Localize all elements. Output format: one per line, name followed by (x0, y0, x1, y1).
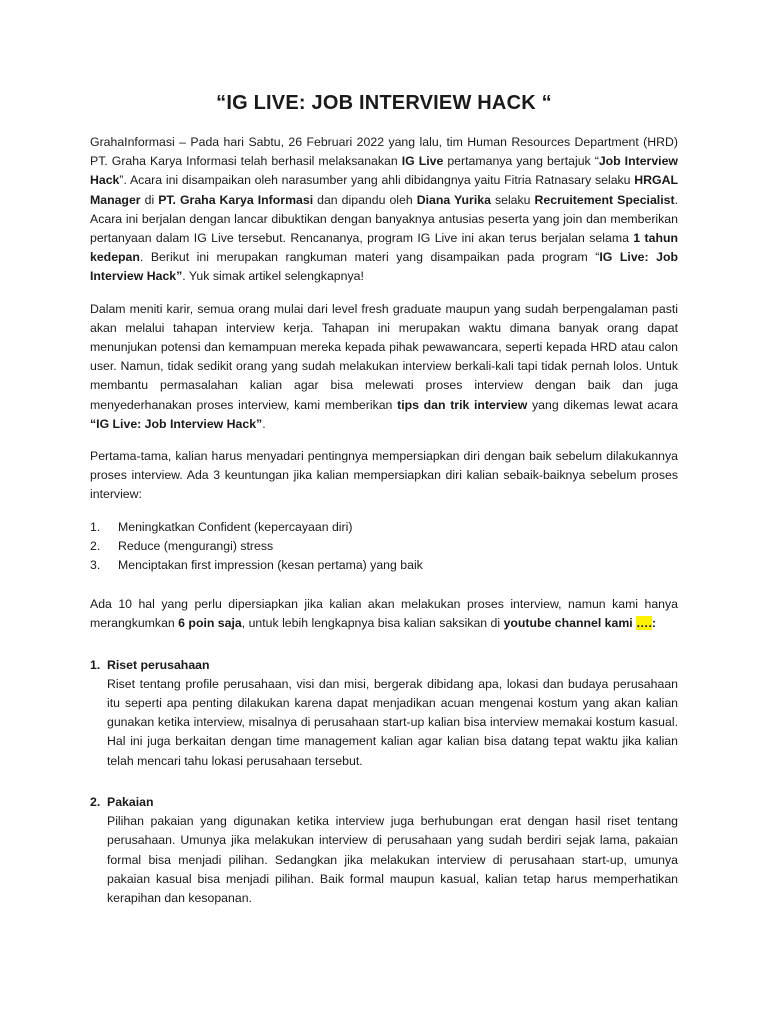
list-item-number: 3. (90, 558, 101, 573)
section-body (107, 675, 678, 771)
page-title: “IG LIVE: JOB INTERVIEW HACK “ (216, 92, 552, 114)
summary-bold-youtube: youtube channel kami (503, 616, 633, 631)
summary-text-4: : (651, 616, 656, 631)
section-title: Riset perusahaan (107, 657, 210, 672)
section-number: 2. (90, 794, 101, 809)
section-text: Pilihan pakaian yang digunakan ketika interview juga berhubungan erat dengan hasil riset tentang perusahaan. Umunya jika melakukan interview di perusahaan yang sudah berdiri sejak lama, pakaian formal bisa menjadi pilihan. Sedangkan jika melakukan interview di perusahaan start-up, umunya pakaian kasual bisa menjadi pilihan. Baik formal maupun kasual, kalian tetap harus memperhatikan kerapihan dan kesopanan. (107, 814, 678, 905)
intro-text-6: selaku (490, 192, 535, 207)
section-heading (90, 793, 678, 812)
intro-text-7: . Acara ini berjalan dengan lancar dibuktikan dengan banyaknya antusias peserta yang join dan memberikan pertanyaan dalam IG Live tersebut. Rencananya, program IG Live ini akan terus berjalan selama (90, 192, 678, 246)
summary-text-2: , untuk lebih lengkapnya bisa kalian saksikan di (241, 616, 504, 631)
intro-bold-company: PT. Graha Karya Informasi (158, 192, 314, 207)
intro-bold-ig-live: IG Live (401, 154, 444, 169)
intro-text-3: ”. Acara ini disampaikan oleh narasumber yang ahli dibidangnya yaitu Fitria Ratnasary selaku (119, 173, 635, 188)
list-item-text: Meningkatkan Confident (kepercayaan diri) (118, 519, 353, 534)
intro-text-4: di (140, 192, 159, 207)
context-bold-program: “IG Live: Job Interview Hack” (90, 416, 263, 431)
summary-bold-points: 6 poin saja (178, 616, 242, 631)
intro-text-8: . Berikut ini merupakan rangkuman materi yang disampaikan pada program “ (139, 250, 600, 265)
section-riset-perusahaan (90, 656, 678, 771)
intro-bold-hrgal-manager: HRGAL Manager (90, 173, 678, 207)
intro-text-5: dan dipandu oleh (313, 192, 417, 207)
list-item (90, 518, 678, 537)
intro-bold-duration: 1 tahun kedepan (90, 231, 678, 265)
context-text-1: Dalam meniti karir, semua orang mulai dari level fresh graduate maupun yang sudah berpengalaman pasti akan melalui tahapan interview kerja. Tahapan ini merupakan waktu dimana banyak orang dapat menunjukan potensi dan kemampuan mereka kepada pihak pewawancara, seperti kepada HRD atau calon user. Namun, tidak sedikit orang yang sudah melakukan interview berkali-kali tapi tidak pernah lolos. Untuk membantu permasalahan kalian agar bisa melewati proses interview dengan baik dan juga menyederhanakan proses interview, kami memberikan (90, 301, 678, 412)
intro-bold-job-interview-hack: Job Interview Hack (90, 154, 678, 188)
intro-bold-host: Diana Yurika (416, 192, 491, 207)
intro-text-2: pertamanya yang bertajuk “ (443, 154, 599, 169)
intro-text-9: . Yuk simak artikel selengkapnya! (182, 269, 364, 284)
list-item (90, 537, 678, 556)
benefits-list (90, 518, 678, 576)
list-item-number: 1. (90, 519, 101, 534)
preparation-paragraph: Pertama-tama, kalian harus menyadari pentingnya mempersiapkan diri dengan baik sebelum dilakukannya proses interview. Ada 3 keuntungan jika kalian mempersiapkan diri kalian sebaik-baiknya sebelum proses interview: (90, 449, 678, 502)
highlight-placeholder: …. (636, 616, 652, 631)
section-body (107, 812, 678, 908)
context-bold-tips: tips dan trik interview (397, 397, 528, 412)
intro-bold-program-name: IG Live: Job Interview Hack” (90, 250, 678, 284)
section-number: 1. (90, 657, 101, 672)
section-text: Riset tentang profile perusahaan, visi dan misi, bergerak dibidang apa, lokasi dan budaya perusahaan itu seperti apa penting dilakukan karena dapat menjadikan acuan mengenai kostum yang akan kalian gunakan ketika interview, misalnya di perusahaan start-up kalian bisa interview memakai kostum kasual. Hal ini juga berkaitan dengan time management kalian agar kalian bisa datang tepat waktu jika kalian telah mencari tahu lokasi perusahaan tersebut. (107, 676, 678, 768)
context-paragraph (90, 300, 678, 434)
intro-paragraph (90, 133, 678, 287)
context-text-2: yang dikemas lewat acara (527, 397, 678, 412)
section-heading (90, 656, 678, 675)
section-pakaian (90, 793, 678, 908)
intro-bold-role: Recruitement Specialist (534, 192, 675, 207)
section-title: Pakaian (107, 794, 154, 809)
list-item-text: Menciptakan first impression (kesan pertama) yang baik (118, 558, 423, 573)
list-item-text: Reduce (mengurangi) stress (118, 538, 274, 553)
list-item-number: 2. (90, 538, 101, 553)
summary-text-1: Ada 10 hal yang perlu dipersiapkan jika kalian akan melakukan proses interview, namun kami hanya merangkumkan (90, 597, 678, 631)
summary-paragraph (90, 595, 678, 633)
intro-text-1: GrahaInformasi – Pada hari Sabtu, 26 Februari 2022 yang lalu, tim Human Resources Department (HRD) PT. Graha Karya Informasi telah berhasil melaksanakan (90, 135, 678, 169)
context-text-3: . (262, 416, 266, 431)
list-item (90, 556, 678, 575)
